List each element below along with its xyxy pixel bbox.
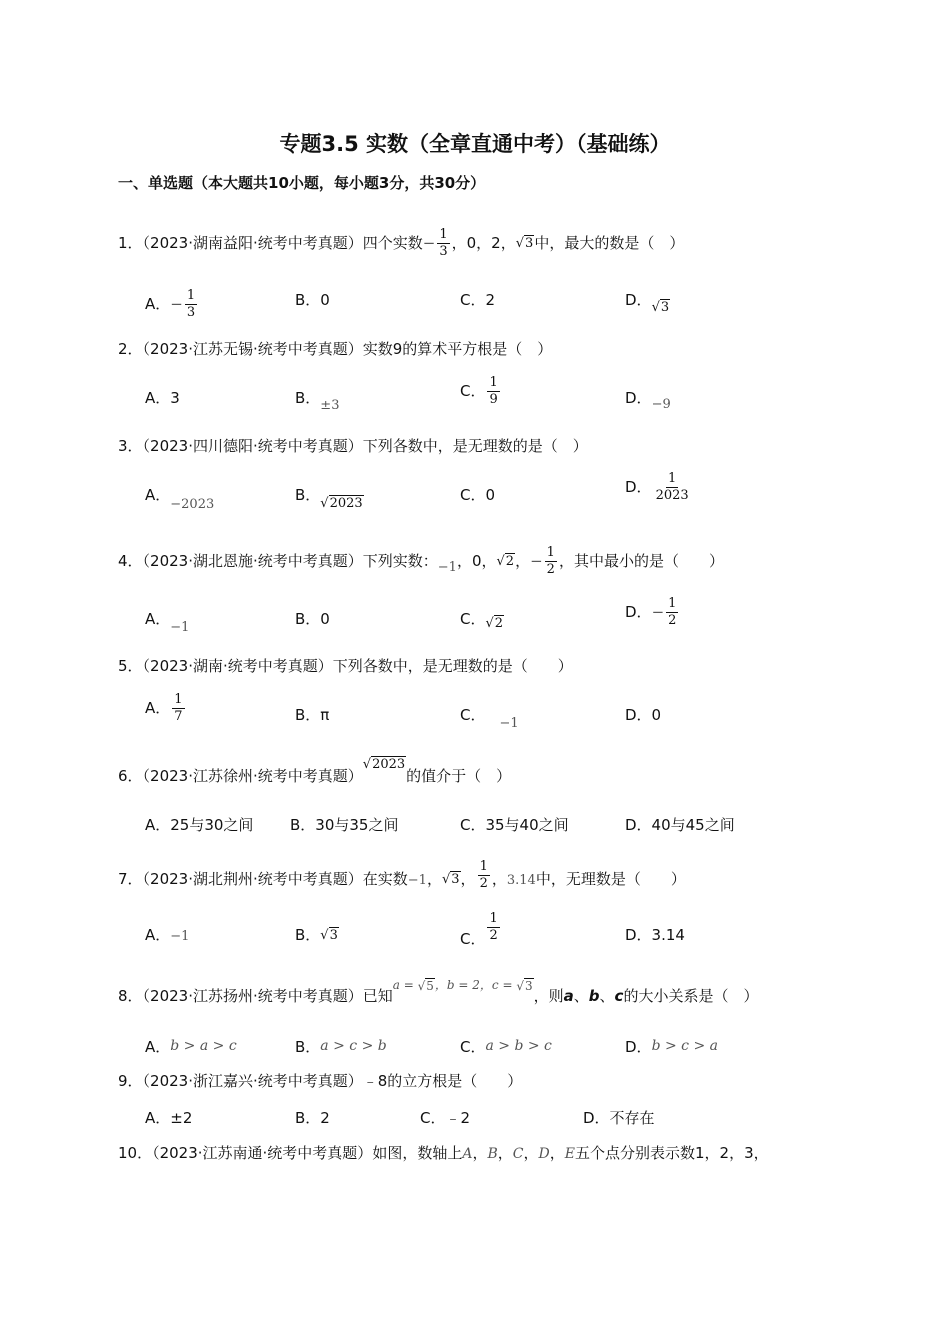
point-d: D xyxy=(538,1146,550,1162)
question-source: （2023·江苏南通·统考中考真题） xyxy=(152,1144,373,1162)
question-text: 下列实数： xyxy=(362,552,438,570)
question-source: （2023·江苏扬州·统考中考真题） xyxy=(142,987,363,1005)
question-number: 3． xyxy=(118,437,143,455)
question-4 xyxy=(118,546,724,577)
fraction-numerator: 1 xyxy=(546,545,555,560)
question-source: （2023·江苏徐州·统考中考真题） xyxy=(142,767,363,785)
square-root: √3 xyxy=(515,235,534,251)
question-text: 如图，数轴上 xyxy=(372,1144,463,1162)
fraction-numerator: 1 xyxy=(667,471,677,486)
question-6 xyxy=(118,756,512,787)
option-c[interactable] xyxy=(460,1035,552,1056)
question-text: ，其中最小的是（ ） xyxy=(558,552,724,570)
option-d[interactable]: D．40与45之间 xyxy=(625,816,735,834)
separator: ， xyxy=(523,1144,539,1162)
option-value: b > a > c xyxy=(170,1038,237,1054)
option-c[interactable]: C．0 xyxy=(460,486,496,504)
fraction-numerator: 1 xyxy=(479,859,488,874)
option-label: C． xyxy=(460,610,486,628)
option-c[interactable]: C．35与40之间 xyxy=(460,816,569,834)
option-a[interactable]: A．25与30之间 xyxy=(145,816,254,834)
minus-sign: − xyxy=(651,603,665,621)
square-root: √5 xyxy=(417,978,434,993)
option-value: b > c > a xyxy=(651,1038,718,1054)
option-label: A． xyxy=(145,1038,171,1056)
option-label: A． xyxy=(145,610,171,628)
option-value: −1 xyxy=(170,620,190,635)
question-text: ﹣8的立方根是（ ） xyxy=(362,1072,523,1090)
fraction-numerator: 1 xyxy=(439,227,448,242)
option-a[interactable] xyxy=(145,693,187,724)
option-a[interactable]: A．3 xyxy=(145,389,180,407)
radicand: 2023 xyxy=(372,756,406,772)
fraction-denominator: 2 xyxy=(668,613,677,628)
fraction xyxy=(172,693,184,724)
fraction-denominator: 3 xyxy=(439,244,448,259)
fraction xyxy=(487,912,499,943)
question-number: 5． xyxy=(118,657,143,675)
question-number: 4． xyxy=(118,552,143,570)
separator: 、 xyxy=(599,987,615,1005)
point-e: E xyxy=(564,1146,575,1162)
question-2 xyxy=(118,339,552,359)
question-3 xyxy=(118,436,588,456)
radicand: 2 xyxy=(505,553,515,569)
option-d[interactable]: D．3.14 xyxy=(625,926,685,944)
variable-b: b xyxy=(588,987,600,1005)
question-text: ，0，2， xyxy=(451,234,516,252)
option-label: C． xyxy=(460,1038,486,1056)
option-value: −9 xyxy=(651,397,671,412)
minus-sign: − xyxy=(422,234,436,252)
question-source: （2023·湖南·统考中考真题） xyxy=(142,657,333,675)
question-text: 下列各数中，是无理数的是（ ） xyxy=(362,437,588,455)
option-b[interactable] xyxy=(295,1035,387,1056)
option-label: C． xyxy=(460,930,486,948)
question-text: 实数9的算术平方根是（ ） xyxy=(362,340,553,358)
fraction xyxy=(478,860,490,891)
question-text: 五个点分别表示数1，2，3， xyxy=(575,1144,769,1162)
radicand: 2 xyxy=(494,615,504,631)
option-a[interactable] xyxy=(145,609,190,635)
square-root: √3 xyxy=(651,300,670,315)
option-label: D． xyxy=(625,291,652,309)
question-number: 10． xyxy=(118,1144,153,1162)
question-9 xyxy=(118,1071,522,1091)
minus-sign: − xyxy=(170,295,183,313)
option-label: B． xyxy=(295,486,321,504)
radicand: 3 xyxy=(660,300,670,315)
fraction-numerator: 1 xyxy=(174,692,183,707)
option-label: A． xyxy=(145,486,171,504)
option-c[interactable] xyxy=(460,705,519,731)
question-number: 6． xyxy=(118,767,143,785)
fraction xyxy=(666,597,678,628)
variable-a: a xyxy=(563,987,574,1005)
option-b[interactable]: B．0 xyxy=(295,291,330,309)
separator: ， xyxy=(426,870,442,888)
fraction-denominator: 3 xyxy=(186,305,196,320)
square-root: √3 xyxy=(441,871,460,887)
option-d[interactable] xyxy=(625,1035,718,1056)
question-10 xyxy=(118,1143,769,1164)
question-text: 已知 xyxy=(362,987,393,1005)
question-source: （2023·四川德阳·统考中考真题） xyxy=(142,437,363,455)
option-c[interactable] xyxy=(460,911,502,948)
square-root: √3 xyxy=(516,978,533,993)
math-value: −1 xyxy=(437,560,457,575)
option-d[interactable] xyxy=(625,472,693,503)
option-a[interactable] xyxy=(145,1035,237,1056)
question-1 xyxy=(118,228,684,259)
option-b[interactable]: B．0 xyxy=(295,610,330,628)
question-source: （2023·江苏无锡·统考中考真题） xyxy=(142,340,363,358)
separator: ， xyxy=(460,870,476,888)
square-root: √2023 xyxy=(320,495,363,511)
fraction-denominator: 2 xyxy=(479,876,488,891)
option-d[interactable]: D．不存在 xyxy=(583,1109,655,1127)
option-a[interactable]: A．±2 xyxy=(145,1109,193,1127)
option-c[interactable] xyxy=(460,609,504,630)
option-value: a > c > b xyxy=(320,1038,387,1054)
question-source: （2023·浙江嘉兴·统考中考真题） xyxy=(142,1072,363,1090)
square-root: √2 xyxy=(485,615,504,631)
radicand: 3 xyxy=(451,871,460,887)
option-b[interactable]: B．π xyxy=(295,706,330,724)
question-number: 9． xyxy=(118,1072,143,1090)
option-label: B． xyxy=(295,926,321,944)
question-text: 的值介于（ ） xyxy=(406,767,512,785)
separator: ， xyxy=(549,1144,565,1162)
condition-b: ，b = 2，c = xyxy=(434,978,517,992)
question-text: 下列各数中，是无理数的是（ ） xyxy=(332,657,573,675)
question-text: 中，最大的数是（ ） xyxy=(534,234,685,252)
option-label: D． xyxy=(625,603,652,621)
fraction-numerator: 1 xyxy=(489,911,498,926)
option-label: C． xyxy=(460,706,486,724)
option-label: A． xyxy=(145,699,171,717)
option-value: −2023 xyxy=(170,497,215,512)
option-value: ±3 xyxy=(320,398,340,413)
section-heading: 一、单选题（本大题共10小题，每小题3分，共30分） xyxy=(118,174,486,192)
point-b: B xyxy=(487,1146,498,1162)
option-value: a > b > c xyxy=(485,1038,552,1054)
math-value: −1 xyxy=(407,873,427,888)
fraction-numerator: 1 xyxy=(489,375,498,390)
option-d[interactable] xyxy=(625,597,680,628)
radicand: 3 xyxy=(329,927,338,943)
option-b[interactable] xyxy=(295,925,339,946)
option-value: −1 xyxy=(499,716,519,731)
fraction-denominator: 2 xyxy=(489,928,498,943)
option-c[interactable] xyxy=(460,376,502,407)
option-label: B． xyxy=(295,389,321,407)
fraction xyxy=(654,472,691,503)
point-c: C xyxy=(512,1146,524,1162)
question-source: （2023·湖北荆州·统考中考真题） xyxy=(142,870,363,888)
separator: 、 xyxy=(573,987,589,1005)
point-a: A xyxy=(462,1146,473,1162)
condition-a: a = xyxy=(392,978,418,992)
option-value: −1 xyxy=(170,929,190,944)
question-text: 的大小关系是（ ） xyxy=(623,987,759,1005)
question-number: 7． xyxy=(118,870,143,888)
square-root: √3 xyxy=(320,927,338,943)
minus-sign: − xyxy=(530,552,543,570)
question-source: （2023·湖南益阳·统考中考真题） xyxy=(142,234,363,252)
question-7 xyxy=(118,859,686,895)
option-b[interactable]: B．2 xyxy=(295,1109,330,1127)
page-title: 专题3.5 实数（全章直通中考）（基础练） xyxy=(279,132,671,156)
option-d[interactable] xyxy=(625,290,670,318)
option-label: C． xyxy=(460,382,486,400)
condition-expression xyxy=(393,978,534,992)
question-text: 中，无理数是（ ） xyxy=(535,870,686,888)
option-label: A． xyxy=(145,926,171,944)
variable-c: c xyxy=(614,987,624,1005)
option-label: D． xyxy=(625,1038,652,1056)
question-number: 8． xyxy=(118,987,143,1005)
square-root: √2 xyxy=(496,553,515,569)
fraction-numerator: 1 xyxy=(668,596,677,611)
question-text: 四个实数 xyxy=(362,234,423,252)
option-d[interactable]: D．0 xyxy=(625,706,662,724)
separator: ， xyxy=(491,870,507,888)
fraction xyxy=(185,289,197,320)
option-label: D． xyxy=(625,389,652,407)
radicand: 3 xyxy=(524,978,533,993)
question-source: （2023·湖北恩施·统考中考真题） xyxy=(142,552,363,570)
fraction-denominator: 9 xyxy=(489,392,498,407)
question-text: ， xyxy=(515,552,531,570)
option-a[interactable] xyxy=(145,925,189,947)
radicand: 2023 xyxy=(329,495,363,511)
option-c[interactable]: C．﹣2 xyxy=(420,1109,471,1127)
math-value: 3.14 xyxy=(506,873,536,888)
fraction-numerator: 1 xyxy=(186,288,196,303)
option-label: D． xyxy=(625,478,652,496)
option-label: A． xyxy=(145,295,171,313)
question-number: 2． xyxy=(118,340,143,358)
question-5 xyxy=(118,656,573,676)
fraction xyxy=(487,376,499,407)
fraction-denominator: 7 xyxy=(174,709,183,724)
option-b[interactable] xyxy=(295,485,364,511)
question-number: 1． xyxy=(118,234,143,252)
question-text: ，则 xyxy=(533,987,564,1005)
question-text: 在实数 xyxy=(362,870,408,888)
fraction-denominator: 2023 xyxy=(655,488,689,503)
option-b[interactable]: B．30与35之间 xyxy=(290,816,399,834)
option-label: B． xyxy=(295,1038,321,1056)
separator: ， xyxy=(497,1144,513,1162)
option-a[interactable] xyxy=(145,485,215,512)
fraction xyxy=(545,546,557,577)
fraction xyxy=(437,228,449,259)
fraction-denominator: 2 xyxy=(546,562,555,577)
question-text: ，0， xyxy=(456,552,497,570)
radicand: 3 xyxy=(525,235,534,251)
question-8 xyxy=(118,978,759,1008)
option-b[interactable] xyxy=(295,388,340,413)
square-root: √2023 xyxy=(362,756,406,772)
separator: ， xyxy=(472,1144,488,1162)
option-c[interactable]: C．2 xyxy=(460,291,496,309)
radicand: 5 xyxy=(426,978,434,993)
option-a[interactable] xyxy=(145,289,199,320)
option-d[interactable] xyxy=(625,388,671,410)
